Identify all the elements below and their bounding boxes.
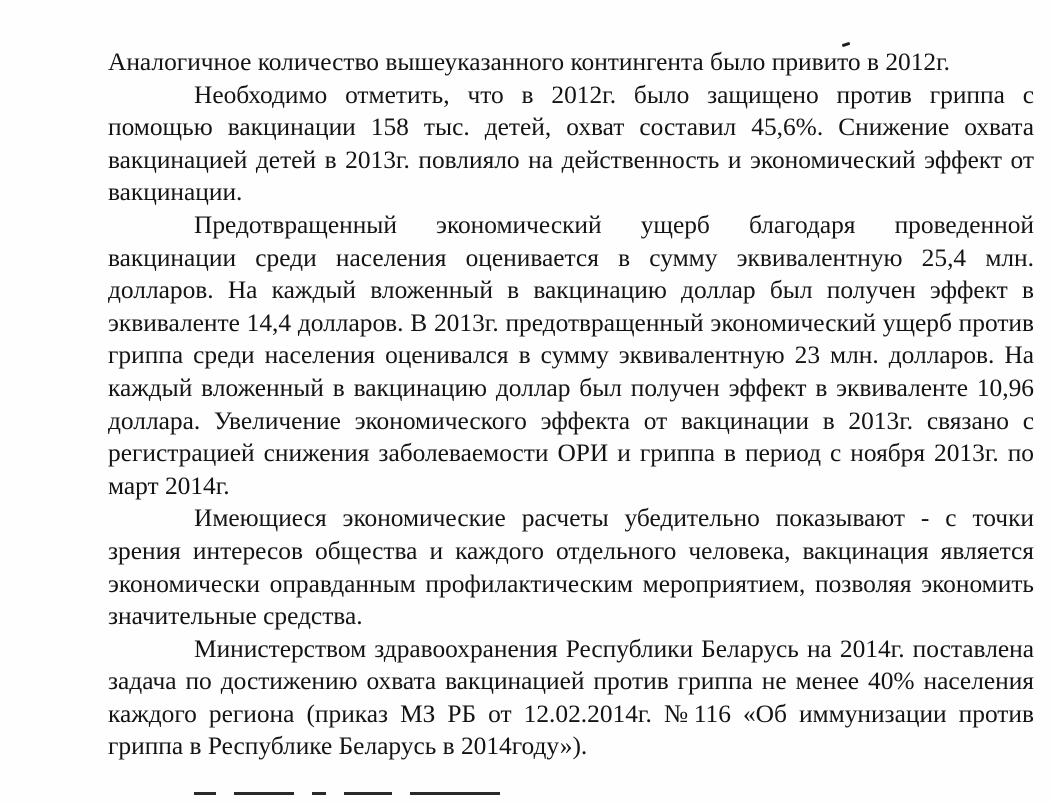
cut-off-next-line bbox=[194, 792, 574, 804]
paragraph-3: Предотвращенный экономический ущерб благодаря проведенной вакцинации среди населения оценивается в сумму эквивалентную 25,4 млн. долларов. На каждый вложенный в вакцинацию доллар был получен эффект в эквиваленте 14,4 долларов. В 2013г. предотвращенный экономический ущерб против гриппа среди населения оценивался в сумму эквивалентную 23 млн. долларов. На каждый вложенный в вакцинацию доллар был получен эффект в эквиваленте 10,96 доллара. Увеличение экономического эффекта от вакцинации в 2013г. связано с регистрацией снижения заболеваемости ОРИ и гриппа в период с ноября 2013г. по март 2014г. bbox=[108, 210, 1034, 500]
paragraph-1: Аналогичное количество вышеуказанного контингента было привито в 2012г. bbox=[108, 48, 950, 76]
document-body bbox=[108, 46, 1034, 763]
paragraph-2: Необходимо отметить, что в 2012г. было защищено против гриппа с помощью вакцинации 158 тыс. детей, охват составил 45,6%. Снижение охвата вакцинацией детей в 2013г. повлияло на действенность и экономический эффект от вакцинации. bbox=[108, 80, 1034, 207]
paragraph-4: Имеющиеся экономические расчеты убедительно показывают - с точки зрения интересов общества и каждого отдельного человека, вакцинация является экономически оправданным профилактическим мероприятием, позволяя экономить значительные средства. bbox=[108, 504, 1034, 631]
paragraph-5: Министерством здравоохранения Республики Беларусь на 2014г. поставлена задача по достижению охвата вакцинацией против гриппа не менее 40% населения каждого региона (приказ МЗ РБ от 12.02.2014г. №116 «Об иммунизации против гриппа в Республике Беларусь в 2014году»). bbox=[108, 634, 1034, 761]
